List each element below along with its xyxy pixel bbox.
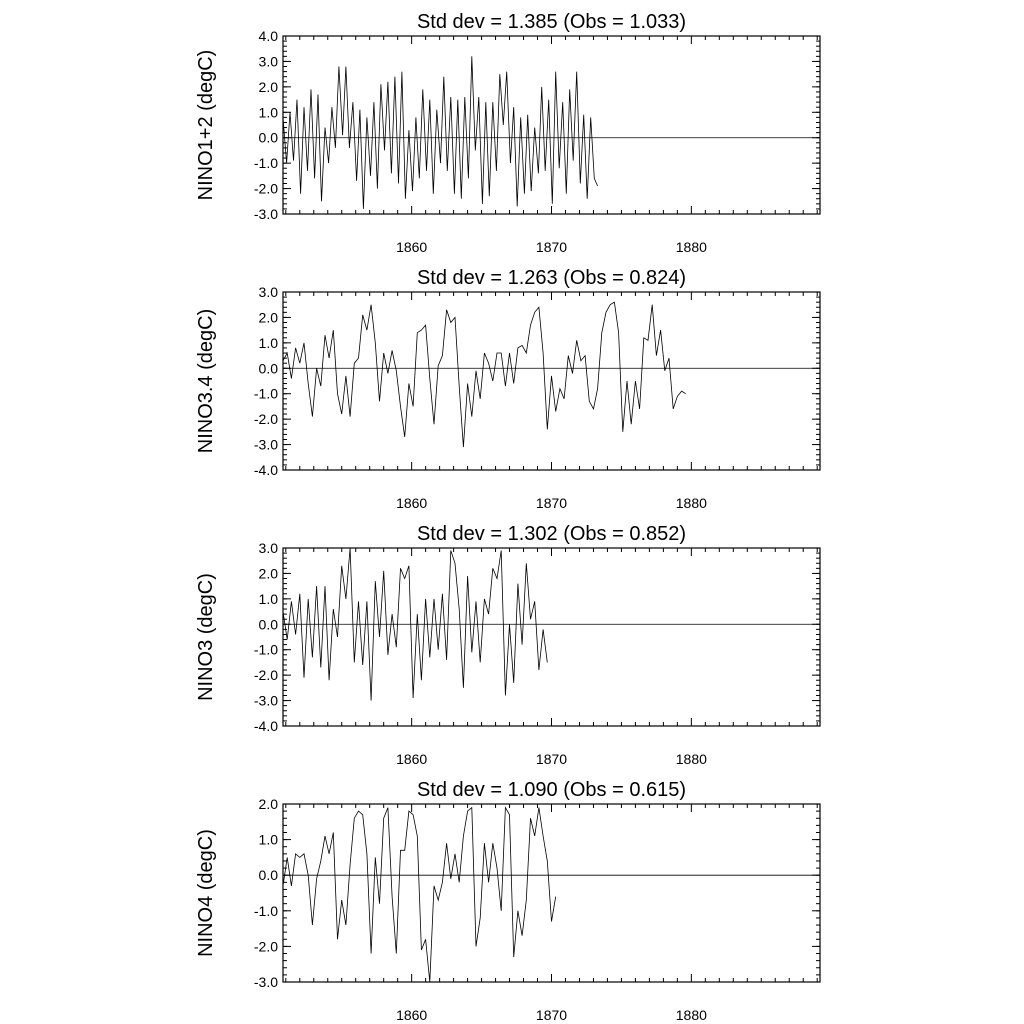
x-tick-label: 1880 <box>675 751 707 767</box>
y-tick-label: 1.0 <box>258 590 278 607</box>
y-axis-label: NINO4 (degC) <box>195 829 217 957</box>
panel-title: Std dev = 1.263 (Obs = 0.824) <box>416 267 687 289</box>
y-tick-label: 2.0 <box>258 78 278 95</box>
y-tick-label: 3.0 <box>258 284 278 300</box>
panel-1 <box>195 11 820 255</box>
y-tick-label: -1.0 <box>253 902 278 919</box>
y-tick-label: 3.0 <box>258 53 278 70</box>
x-tick-label: 1880 <box>675 495 707 511</box>
y-tick-label: 0.0 <box>258 867 278 884</box>
y-tick-label: 2.0 <box>258 796 278 812</box>
y-tick-label: 0.0 <box>258 360 278 377</box>
y-tick-label: -2.0 <box>253 938 278 955</box>
y-tick-label: 2.0 <box>258 309 278 326</box>
y-tick-label: -4.0 <box>253 462 278 478</box>
panel-title: Std dev = 1.385 (Obs = 1.033) <box>416 11 687 33</box>
series-line-1 <box>283 808 556 982</box>
y-tick-label: -2.0 <box>253 411 278 428</box>
y-tick-label: 3.0 <box>258 540 278 556</box>
y-tick-label: -3.0 <box>253 974 278 990</box>
x-tick-label: 1860 <box>396 751 428 767</box>
plot-frame <box>283 804 820 982</box>
x-tick-label: 1870 <box>535 495 568 511</box>
y-tick-label: 4.0 <box>258 28 278 44</box>
y-tick-label: -3.0 <box>253 436 278 453</box>
panel-4 <box>195 779 820 1023</box>
y-tick-label: -3.0 <box>253 692 278 709</box>
y-tick-label: -1.0 <box>253 385 278 402</box>
y-tick-label: -2.0 <box>253 180 278 197</box>
x-tick-label: 1860 <box>396 239 428 255</box>
x-tick-label: 1870 <box>535 751 568 767</box>
y-axis-label: NINO3 (degC) <box>195 573 217 701</box>
y-tick-label: -2.0 <box>253 667 278 684</box>
y-tick-label: -3.0 <box>253 206 278 222</box>
panel-2 <box>195 267 820 511</box>
y-axis-label: NINO1+2 (degC) <box>195 49 217 201</box>
x-tick-label: 1860 <box>396 1007 428 1023</box>
plot-frame <box>283 548 820 726</box>
y-tick-label: -4.0 <box>253 718 278 734</box>
y-tick-label: 0.0 <box>258 616 278 633</box>
y-tick-label: -1.0 <box>253 155 278 172</box>
y-tick-label: 2.0 <box>258 565 278 582</box>
x-tick-label: 1860 <box>396 495 428 511</box>
panel-title: Std dev = 1.302 (Obs = 0.852) <box>416 523 687 545</box>
series-line-1 <box>283 302 686 447</box>
series-line-1 <box>283 56 598 209</box>
y-tick-label: 1.0 <box>258 104 278 121</box>
x-tick-label: 1880 <box>675 1007 707 1023</box>
y-tick-label: -1.0 <box>253 641 278 658</box>
x-tick-label: 1870 <box>535 239 568 255</box>
x-tick-label: 1880 <box>675 239 707 255</box>
x-tick-label: 1870 <box>535 1007 568 1023</box>
y-axis-label: NINO3.4 (degC) <box>195 308 217 454</box>
y-tick-label: 0.0 <box>258 129 278 146</box>
panel-title: Std dev = 1.090 (Obs = 0.615) <box>416 779 687 801</box>
y-tick-label: 1.0 <box>258 334 278 351</box>
panel-3 <box>195 523 820 767</box>
y-tick-label: 1.0 <box>258 831 278 848</box>
